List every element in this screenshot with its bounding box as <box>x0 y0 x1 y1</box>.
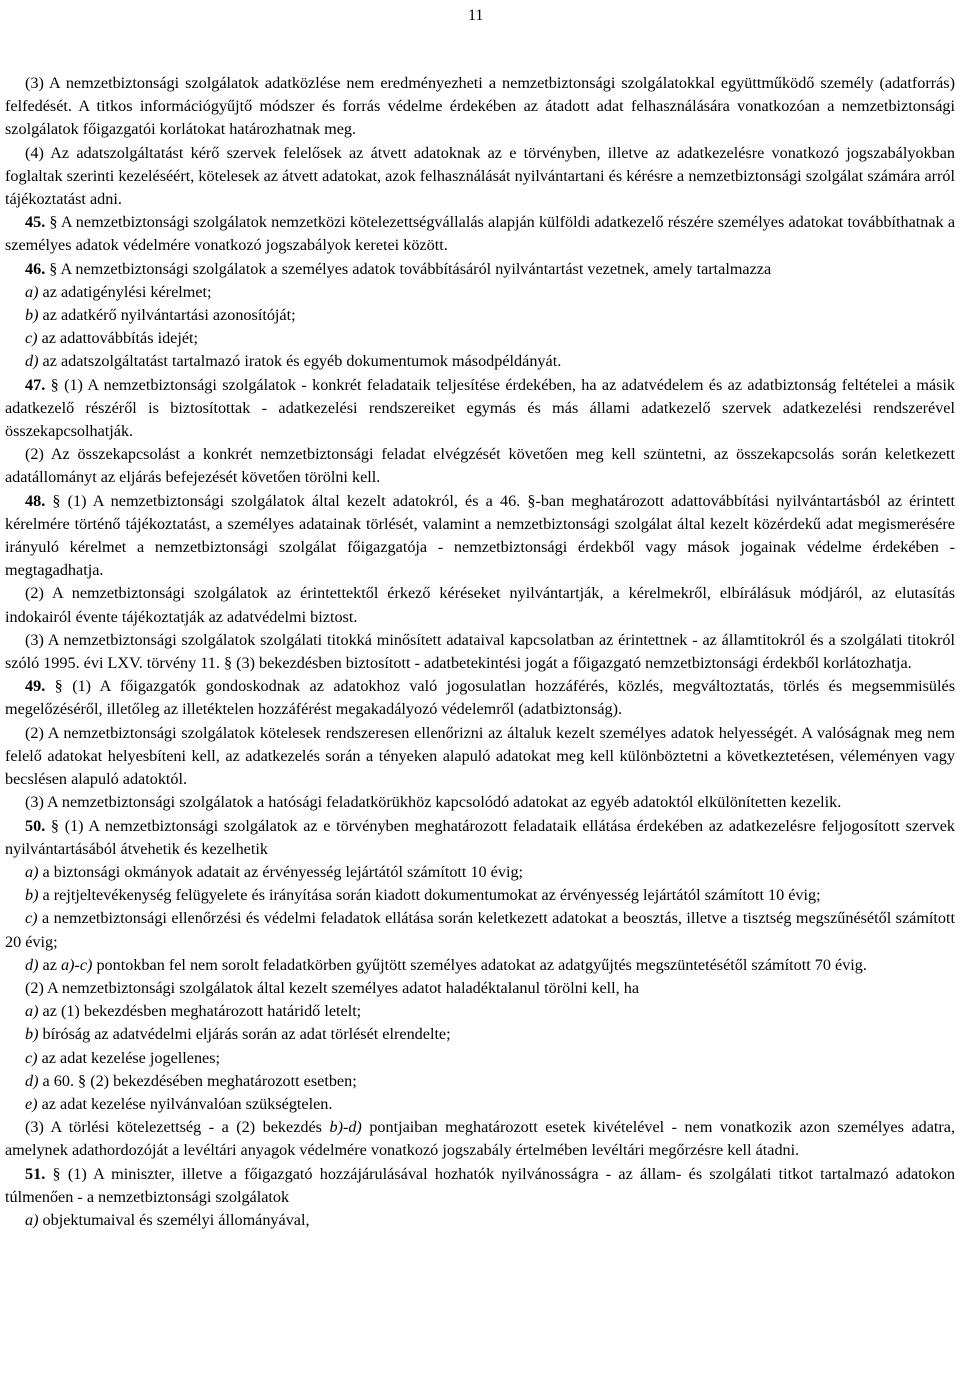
item-marker: b)-d) <box>329 1118 362 1137</box>
list-item: a) objektumaival és személyi állományával, <box>25 1210 310 1229</box>
section-45-text: A nemzetbiztonsági szolgálatok nemzetközi kötelezettségvállalás alapján külföldi adatkezelő részére személyes adatokat továbbíthatnak a személyes adatok védelmére vonatkozó jogszabályok keretei között. <box>5 213 956 255</box>
paragraph-50-2: (2) A nemzetbiztonsági szolgálatok által kezelt személyes adatot haladéktalanul törölni kell, ha <box>25 978 640 997</box>
item-marker: b) <box>25 1025 39 1044</box>
item-marker: a) <box>25 282 39 301</box>
list-item: a) a biztonsági okmányok adatait az érvényesség lejártától számított 10 évig; <box>25 862 524 881</box>
item-marker: a) <box>25 862 39 881</box>
section-number: 45. <box>25 213 46 232</box>
section-sign: § <box>54 677 63 696</box>
paragraph-50-3: (3) A törlési kötelezettség - a (2) bekezdés b)-d) pontjaiban meghatározott esetek kivételével - nem vonatkozik azon személyes adatra, amelynek adathordozóját a levéltári anyagok védelmére vonatkozó jogszabály értelmében levéltári megőrzésre kell átadni. <box>5 1118 955 1160</box>
item-marker: d) <box>25 955 39 974</box>
item-marker: d) <box>25 352 39 371</box>
item-marker: a) <box>25 1210 39 1229</box>
section-51: 51. § (1) A miniszter, illetve a főigazgató hozzájárulásával hozhatók nyilvánosságra - az állam- és szolgálati titkot tartalmazó adatokon túlmenően - a nemzetbiztonsági szolgálatok <box>5 1164 956 1206</box>
section-number: 51. <box>25 1164 46 1183</box>
item-marker: c) <box>25 909 38 928</box>
item-marker: e) <box>25 1094 38 1113</box>
item-marker: b) <box>25 886 39 905</box>
section-47: 47. § (1) A nemzetbiztonsági szolgálatok - konkrét feladataik teljesítése érdekében, ha az adatvédelem és az adatbiztonság feltételei a másik adatkezelő részéről is biztosítottak - adatkezelési rendszereiket egymás és más állami adatkezelő szervek adatkezelési rendszerével összekapcsolhatják. <box>5 375 955 441</box>
paragraph-47-2: (2) Az összekapcsolást a konkrét nemzetbiztonsági feladat elvégzését követően meg kell szüntetni, az összekapcsolás során keletkezett adatállományt az eljárás befejezését követően törölni kell. <box>5 445 955 487</box>
section-number: 49. <box>25 677 46 696</box>
list-item: c) az adat kezelése jogellenes; <box>25 1048 221 1067</box>
section-46 <box>5 258 955 281</box>
document-body <box>5 72 955 1232</box>
paragraph-49-3: (3) A nemzetbiztonsági szolgálatok a hatósági feladatkörükhöz kapcsolódó adatokat az egyéb adatoktól elkülönítetten kezelik. <box>25 793 842 812</box>
item-marker: c) <box>25 1048 38 1067</box>
item-marker: c) <box>25 329 38 348</box>
item-marker: d) <box>25 1071 39 1090</box>
section-number: 48. <box>25 491 46 510</box>
list-item: a) az adatigénylési kérelmet; <box>25 282 212 301</box>
paragraph-44-3: (3) A nemzetbiztonsági szolgálatok adatközlése nem eredményezheti a nemzetbiztonsági szolgálatokkal együttműködő személy (adatforrás) felfedését. A titkos információgyűjtő módszer és forrás védelme érdekében az átadott adat felhasználására vonatkozóan a nemzetbiztonsági szolgálatok főigazgatói korlátokat határozhatnak meg. <box>5 74 955 139</box>
section-sign: § <box>527 491 536 510</box>
item-marker: b) <box>25 306 39 325</box>
section-sign: § <box>49 213 58 232</box>
section-50: 50. § (1) A nemzetbiztonsági szolgálatok az e törvényben meghatározott feladataik ellátása érdekében az adatkezelésre feljogosított szervek nyilvántartásából átvehetik és kezelhetik <box>5 816 956 858</box>
page-number: 11 <box>468 7 484 24</box>
section-45 <box>5 211 955 257</box>
item-marker: a)-c) <box>60 955 93 974</box>
section-sign: § <box>50 375 59 394</box>
paragraph-48-3: (3) A nemzetbiztonsági szolgálatok szolgálati titokká minősített adataival kapcsolatban az érintettnek - az államtitokról és a szolgálati titokról szóló 1995. évi LXV. törvény 11. § (3) bekezdésben biztosított - adatbetekintési jogát a főigazgató nemzetbiztonsági érdekből korlátozhatja. <box>5 630 955 673</box>
section-46-text: A nemzetbiztonsági szolgálatok a személyes adatok továbbításáról nyilvántartást vezetnek, amely tartalmazza <box>60 259 772 278</box>
list-item: c) az adattovábbítás idejét; <box>25 329 199 348</box>
section-sign: § <box>223 654 233 673</box>
section-sign: § <box>52 1164 61 1183</box>
section-sign: § <box>78 1071 87 1090</box>
list-item: b) az adatkérő nyilvántartási azonosítóját; <box>25 306 296 325</box>
list-item: e) az adat kezelése nyilvánvalóan szükségtelen. <box>25 1094 333 1113</box>
list-item: d) az adatszolgáltatást tartalmazó iratok és egyéb dokumentumok másodpéldányát. <box>25 352 562 371</box>
paragraph-44-4: (4) Az adatszolgáltatást kérő szervek felelősek az átvett adatoknak az e törvényben, illetve az adatkezelésre vonatkozó jogszabályokban foglaltak szerinti kezeléséért, kötelesek az átvett adatokat, azok felhasználását nyilvántartani és kérésre a nemzetbiztonsági szolgálat számára arról tájékoztatást adni. <box>5 143 955 209</box>
list-item: b) a rejtjeltevékenység felügyelete és irányítása során kiadott dokumentumokat az érvényesség lejártától számított 10 évig; <box>25 886 821 905</box>
list-item: c) a nemzetbiztonsági ellenőrzési és védelmi feladatok ellátása során keletkezett adatokat a beosztás, illetve a tisztség megszűnésétől számított 20 évig; <box>5 909 955 951</box>
list-item: d) a 60. § (2) bekezdésében meghatározott esetben; <box>25 1071 357 1090</box>
section-48: 48. § (1) A nemzetbiztonsági szolgálatok által kezelt adatokról, és a 46. §-ban meghatározott adattovábbítási nyilvántartásból az érintett kérelmére történő tájékoztatást, a személyes adatainak törlését, valamint a nemzetbiztonsági szolgálat által kezelt közérdekű adat megismerésére irányuló kérelmet a nemzetbiztonsági szolgálat főigazgatója - nemzetbiztonsági érdekből vagy mások jogainak védelme érdekében - megtagadhatja. <box>5 491 955 580</box>
section-number: 50. <box>25 816 46 835</box>
section-number: 46. <box>25 259 46 278</box>
paragraph-48-2: (2) A nemzetbiztonsági szolgálatok az érintettektől érkező kéréseket nyilvántartják, a kérelmekről, elbírálásuk módjáról, az elutasítás indokairól évente tájékoztatják az adatvédelmi biztost. <box>5 584 955 626</box>
list-item: d) az a)-c) pontokban fel nem sorolt feladatkörben gyűjtött személyes adatokat az adatgyűjtés megszüntetésétől számított 70 évig. <box>25 955 867 974</box>
section-sign: § <box>50 816 60 835</box>
section-number: 47. <box>25 375 46 394</box>
paragraph-49-2: (2) A nemzetbiztonsági szolgálatok kötelesek rendszeresen ellenőrizni az általuk kezelt személyes adatok helyességét. A valóságnak meg nem felelő adatokat helyesbíteni kell, az adatkezelés során a tényeken alapuló adatokat meg kell különböztetni a következtetésen, véleményen vagy becslésen alapuló adatoktól. <box>5 723 955 789</box>
item-marker: a) <box>25 1002 39 1021</box>
section-sign: § <box>49 259 58 278</box>
section-sign: § <box>52 491 61 510</box>
list-item: b) bíróság az adatvédelmi eljárás során az adat törlését elrendelte; <box>25 1025 451 1044</box>
list-item: a) az (1) bekezdésben meghatározott határidő letelt; <box>25 1002 362 1021</box>
section-49: 49. § (1) A főigazgatók gondoskodnak az adatokhoz való jogosulatlan hozzáférés, közlés, megváltoztatás, törlés és megsemmisülés megelőzéséről, illetőleg az illetéktelen hozzáférést megakadályozó védelemről (adatbiztonság). <box>5 677 956 719</box>
